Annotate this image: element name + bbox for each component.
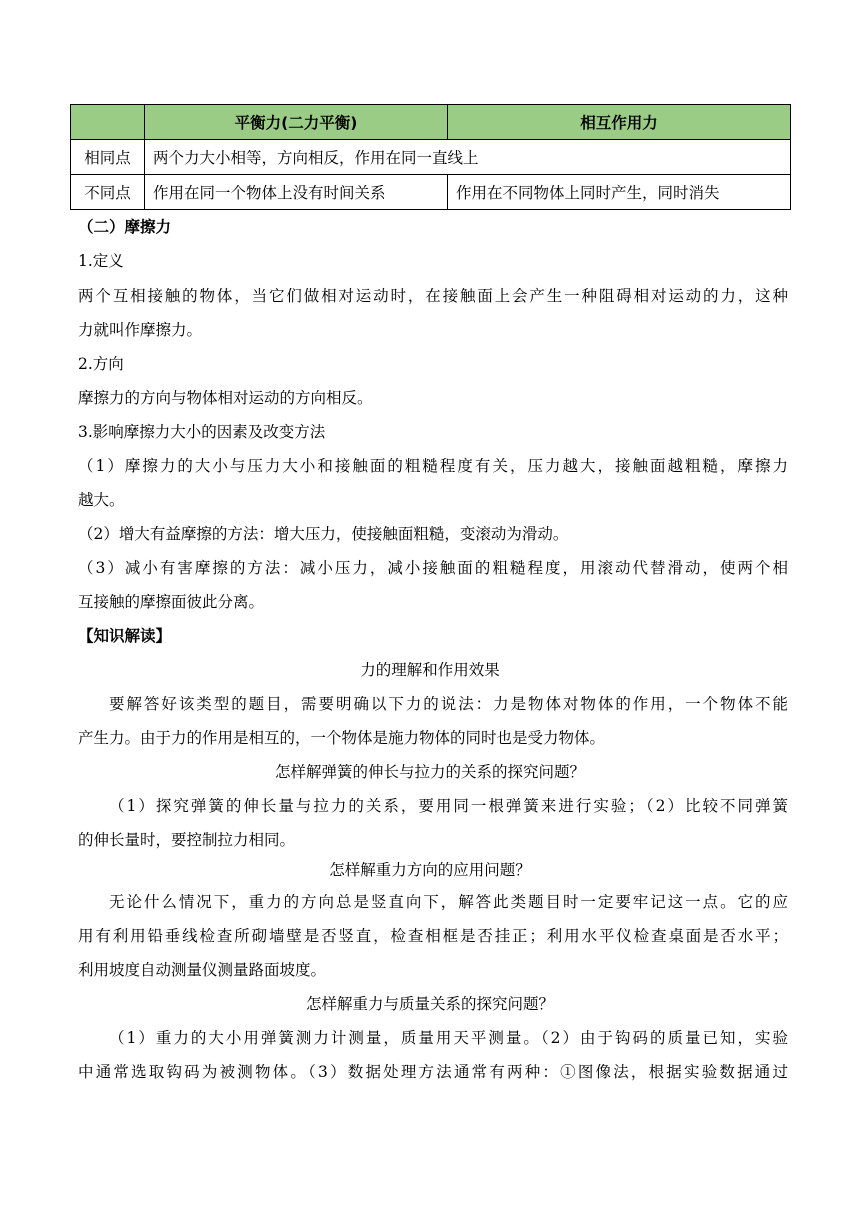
table-header-interaction-force: 相互作用力 <box>448 105 791 140</box>
section-heading-friction: （二）摩擦力 <box>78 218 172 236</box>
friction-factor-3-line-2: 互接触的摩擦面彼此分离。 <box>78 593 265 611</box>
friction-factor-3-line-1: （3）减小有害摩擦的方法：减小压力，减小接触面的粗糙程度，用滚动代替滑动，使两个相 <box>78 559 788 577</box>
table-cell-similarity: 两个力大小相等，方向相反，作用在同一直线上 <box>145 140 791 175</box>
row-label-similarity: 相同点 <box>71 140 145 175</box>
friction-factor-2: （2）增大有益摩擦的方法：增大压力，使接触面粗糙，变滚动为滑动。 <box>78 525 569 543</box>
table-header-row <box>71 105 791 140</box>
friction-definition-line-2: 力就叫作摩擦力。 <box>78 321 203 339</box>
friction-factor-1-line-2: 越大。 <box>78 491 125 509</box>
gravity-direction-line-3: 利用坡度自动测量仪测量路面坡度。 <box>78 961 327 979</box>
spring-extension-line-2: 的伸长量时，要控制拉力相同。 <box>78 831 296 849</box>
subheading-gravity-direction: 怎样解重力方向的应用问题？ <box>329 861 531 879</box>
subheading-spring-extension: 怎样解弹簧的伸长与拉力的关系的探究问题？ <box>274 763 585 781</box>
gravity-direction-line-2: 用有利用铅垂线检查所砌墙壁是否竖直，检查相框是否挂正；利用水平仪检查桌面是否水平； <box>78 927 788 945</box>
force-understanding-line-2: 产生力。由于力的作用是相互的，一个物体是施力物体的同时也是受力物体。 <box>78 729 606 747</box>
friction-factor-1-line-1: （1）摩擦力的大小与压力大小和接触面的粗糙程度有关，压力越大，接触面越粗糙，摩擦力 <box>78 457 788 475</box>
section-heading-knowledge: 【知识解读】 <box>78 627 172 645</box>
friction-definition-line-1: 两个互相接触的物体，当它们做相对运动时，在接触面上会产生一种阻碍相对运动的力，这种 <box>78 287 788 305</box>
table-row <box>71 175 791 210</box>
row-label-difference: 不同点 <box>71 175 145 210</box>
subheading-gravity-mass: 怎样解重力与质量关系的探究问题？ <box>305 995 554 1013</box>
friction-factors-title: 3.影响摩擦力大小的因素及改变方法 <box>78 423 326 441</box>
table-row <box>71 140 791 175</box>
spring-extension-line-1: （1）探究弹簧的伸长量与拉力的关系，要用同一根弹簧来进行实验；（2）比较不同弹簧 <box>109 797 788 815</box>
friction-direction-title: 2.方向 <box>78 355 124 373</box>
friction-direction-text: 摩擦力的方向与物体相对运动的方向相反。 <box>78 389 373 407</box>
comparison-table <box>70 104 791 210</box>
gravity-mass-line-1: （1）重力的大小用弹簧测力计测量，质量用天平测量。（2）由于钩码的质量已知，实验 <box>109 1029 788 1047</box>
table-header-balanced-force: 平衡力(二力平衡) <box>145 105 448 140</box>
force-understanding-line-1: 要解答好该类型的题目，需要明确以下力的说法：力是物体对物体的作用，一个物体不能 <box>109 695 788 713</box>
table-header-empty <box>71 105 145 140</box>
gravity-mass-line-2: 中通常选取钩码为被测物体。（3）数据处理方法通常有两种：①图像法，根据实验数据通过 <box>78 1063 788 1081</box>
friction-definition-title: 1.定义 <box>78 252 124 270</box>
table-cell-balanced-difference: 作用在同一个物体上没有时间关系 <box>145 175 448 210</box>
table-cell-interaction-difference: 作用在不同物体上同时产生，同时消失 <box>448 175 791 210</box>
gravity-direction-line-1: 无论什么情况下，重力的方向总是竖直向下，解答此类题目时一定要牢记这一点。它的应 <box>109 893 788 911</box>
subheading-force-understanding: 力的理解和作用效果 <box>360 661 500 679</box>
